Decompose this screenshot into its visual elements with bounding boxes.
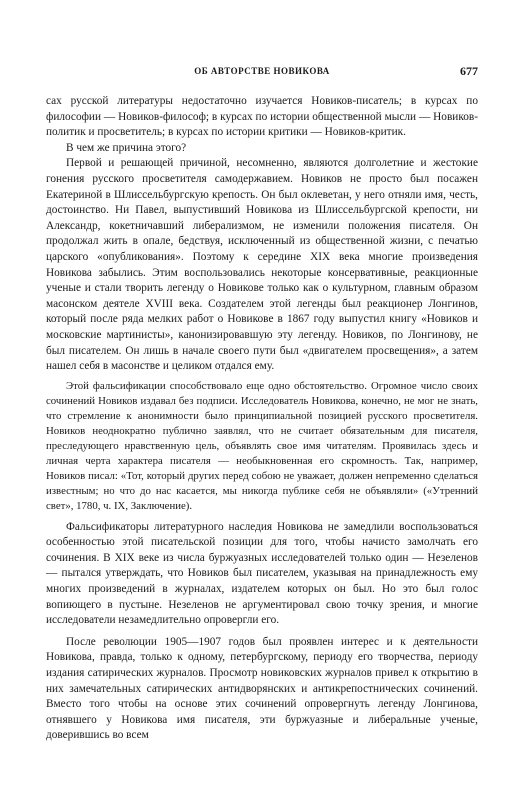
body-text — [46, 94, 478, 744]
running-title: ОБ АВТОРСТВЕ НОВИКОВА — [194, 66, 330, 76]
paragraph-continuation: сах русской литературы недостаточно изучается Новиков-писатель; в курсах по философии — Новиков-философ; в курсах по истории общественной мысли — Новиков-политик и просветитель; в курсах по истории критики — Новиков-критик. — [46, 95, 478, 139]
paragraph-after-revolution: После революции 1905—1907 годов был проявлен интерес и к деятельности Новикова, правда, только к одному, петербургскому, периоду его творчества, периоду издания сатирических журналов. Просмотр новиковских журналов привел к открытию в них замечательных сатирических антидворянских и антикрепостнических сочинений. Вместо того чтобы на основе этих сочинений опровергнуть легенду Лонгинова, отнявшего у Новикова имя писателя, эти буржуазные и либеральные ученые, доверившись во всем — [46, 635, 478, 742]
book-page — [46, 64, 478, 744]
paragraph-falsifiers: Фальсификаторы литературного наследия Новикова не замедлили воспользоваться особенностью этой писательской позиции для того, чтобы начисто замолчать его сочинения. В XIX веке из числа буржуазных исследователей только один — Незеленов — пытался утверждать, что Новиков был писателем, указывая на принадлежность ему многих произведений в журналах, издателем которых он был. Но это был голос вопиющего в пустыне. Незеленов не аргументировал свою точку зрения, и многие исследователи незамедлительно опровергли его. — [46, 520, 478, 627]
paragraph-anonymity: Этой фальсификации способствовало еще одно обстоятельство. Огромное число своих сочинений Новиков издавал без подписи. Исследователь Новикова, конечно, не мог не знать, что стремление к анонимности было принципиальной позицией русского просветителя. Новиков неоднократно публично заявлял, что не считает обязательным для писателя, преследующего нравственную цель, объявлять свое имя читателям. Проявилась здесь и личная черта характера писателя — необыкновенная его скромность. Так, например, Новиков писал: «Тот, который других перед собою не уважает, должен непременно сделаться известным; но что до нас касается, мы никогда публике себя не объявляли» («Утренний свет», 1780, ч. IX, Заключение). — [46, 379, 478, 512]
page-number: 677 — [460, 64, 478, 78]
running-head — [46, 64, 478, 80]
paragraph-first-cause: Первой и решающей причиной, несомненно, являются долголетние и жестокие гонения русского просветителя самодержавием. Новиков не просто был посажен Екатериной в Шлиссельбургскую крепость. Он был оклеветан, у него отняли имя, честь, достоинство. Ни Павел, выпустивший Новикова из Шлиссельбургской крепости, ни Александр, кокетничавший либерализмом, не изменили положения писателя. Он продолжал жить в опале, бедствуя, исключенный из общественной жизни, с печатью царского «опубликования». Поэтому к середине XIX века многие произведения Новикова забылись. Этим воспользовались некоторые консервативные, реакционные ученые и стали творить легенду о Новикове только как о культурном, главным образом масонском деятеле XVIII века. Создателем этой легенды был реакционер Лонгинов, который после ряда мелких работ о Новикове в 1867 году выпустил книгу «Новиков и московские мартинисты», канонизировавшую эту легенду. Новиков, по Лонгинову, не был писателем. Он лишь в начале своего пути был «двигателем просвещения», а затем нашел себя в масонстве и целиком отдался ему. — [46, 157, 478, 373]
paragraph-question: В чем же причина этого? — [66, 141, 187, 154]
